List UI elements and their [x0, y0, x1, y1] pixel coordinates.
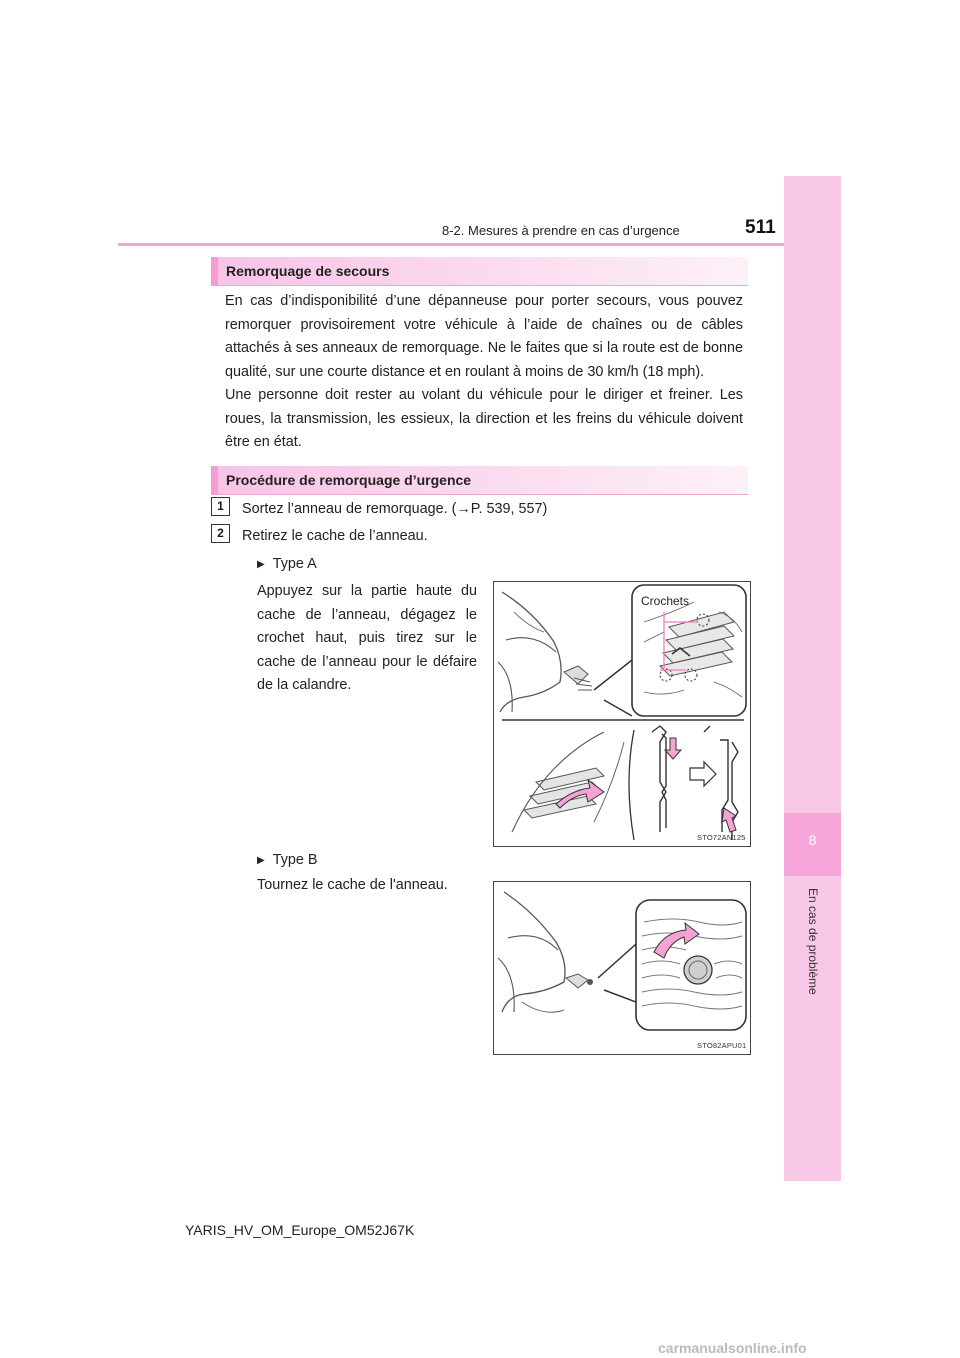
type-a-description: Appuyez sur la partie haute du cache de l’anneau, dégagez le crochet haut, puis tirez sur le cache de l’anneau pour le défaire de la calandre.: [257, 583, 477, 693]
step-number-badge: 1: [211, 497, 230, 516]
figure-type-b: [493, 881, 751, 1055]
type-a-label: [257, 556, 317, 572]
step-text: Retirez le cache de l’anneau.: [242, 528, 428, 544]
emergency-towing-body: [225, 290, 743, 455]
figure-code: STO72AN125: [697, 833, 746, 842]
bullet-arrow-icon: ▶: [257, 559, 265, 570]
paragraph: En cas d’indisponibilité d’une dépanneuse pour porter secours, vous pouvez remorquer provisoirement votre véhicule à l’aide de chaînes ou de câbles attachés à ses anneaux de remorquage. Ne le faites que si la route est de bonne qualité, sur une courte distance et en roulant à moins de 30 km/h (18 mph).: [225, 293, 743, 380]
type-b-description: Tournez le cache de l'anneau.: [257, 877, 448, 893]
paragraph: Une personne doit rester au volant du véhicule pour le diriger et freiner. Les roues, la transmission, les essieux, la direction et les freins du véhicule doivent être en état.: [225, 387, 743, 450]
section-title: Procédure de remorquage d’urgence: [226, 472, 472, 488]
section-accent: [211, 257, 218, 285]
document-code: YARIS_HV_OM_Europe_OM52J67K: [185, 1222, 415, 1238]
type-b-label: [257, 852, 318, 868]
figure-type-a: [493, 581, 751, 847]
header-rule: [118, 243, 838, 246]
header-section-title: 8-2. Mesures à prendre en cas d’urgence: [442, 223, 680, 238]
type-label-text: Type A: [272, 556, 317, 572]
figure-code: STO82APU01: [697, 1041, 747, 1050]
chapter-title: En cas de problème: [806, 888, 820, 995]
figure-type-a-illustration: [494, 582, 750, 846]
step-number-badge: 2: [211, 524, 230, 543]
section-header-emergency-towing: [211, 257, 748, 286]
step-text: Sortez l’anneau de remorquage. (→P. 539, 557): [242, 501, 548, 517]
chapter-number: 8: [808, 832, 817, 848]
section-title: Remorquage de secours: [226, 263, 390, 279]
bullet-arrow-icon: ▶: [257, 855, 265, 866]
chapter-side-tab: [784, 176, 841, 1181]
section-accent: [211, 466, 218, 494]
figure-callout-crochets: Crochets: [641, 594, 690, 608]
watermark: carmanualsonline.info: [658, 1340, 807, 1356]
page-number: 511: [745, 217, 776, 238]
section-header-procedure: [211, 466, 748, 495]
figure-type-b-illustration: [494, 882, 750, 1054]
type-label-text: Type B: [272, 852, 318, 868]
